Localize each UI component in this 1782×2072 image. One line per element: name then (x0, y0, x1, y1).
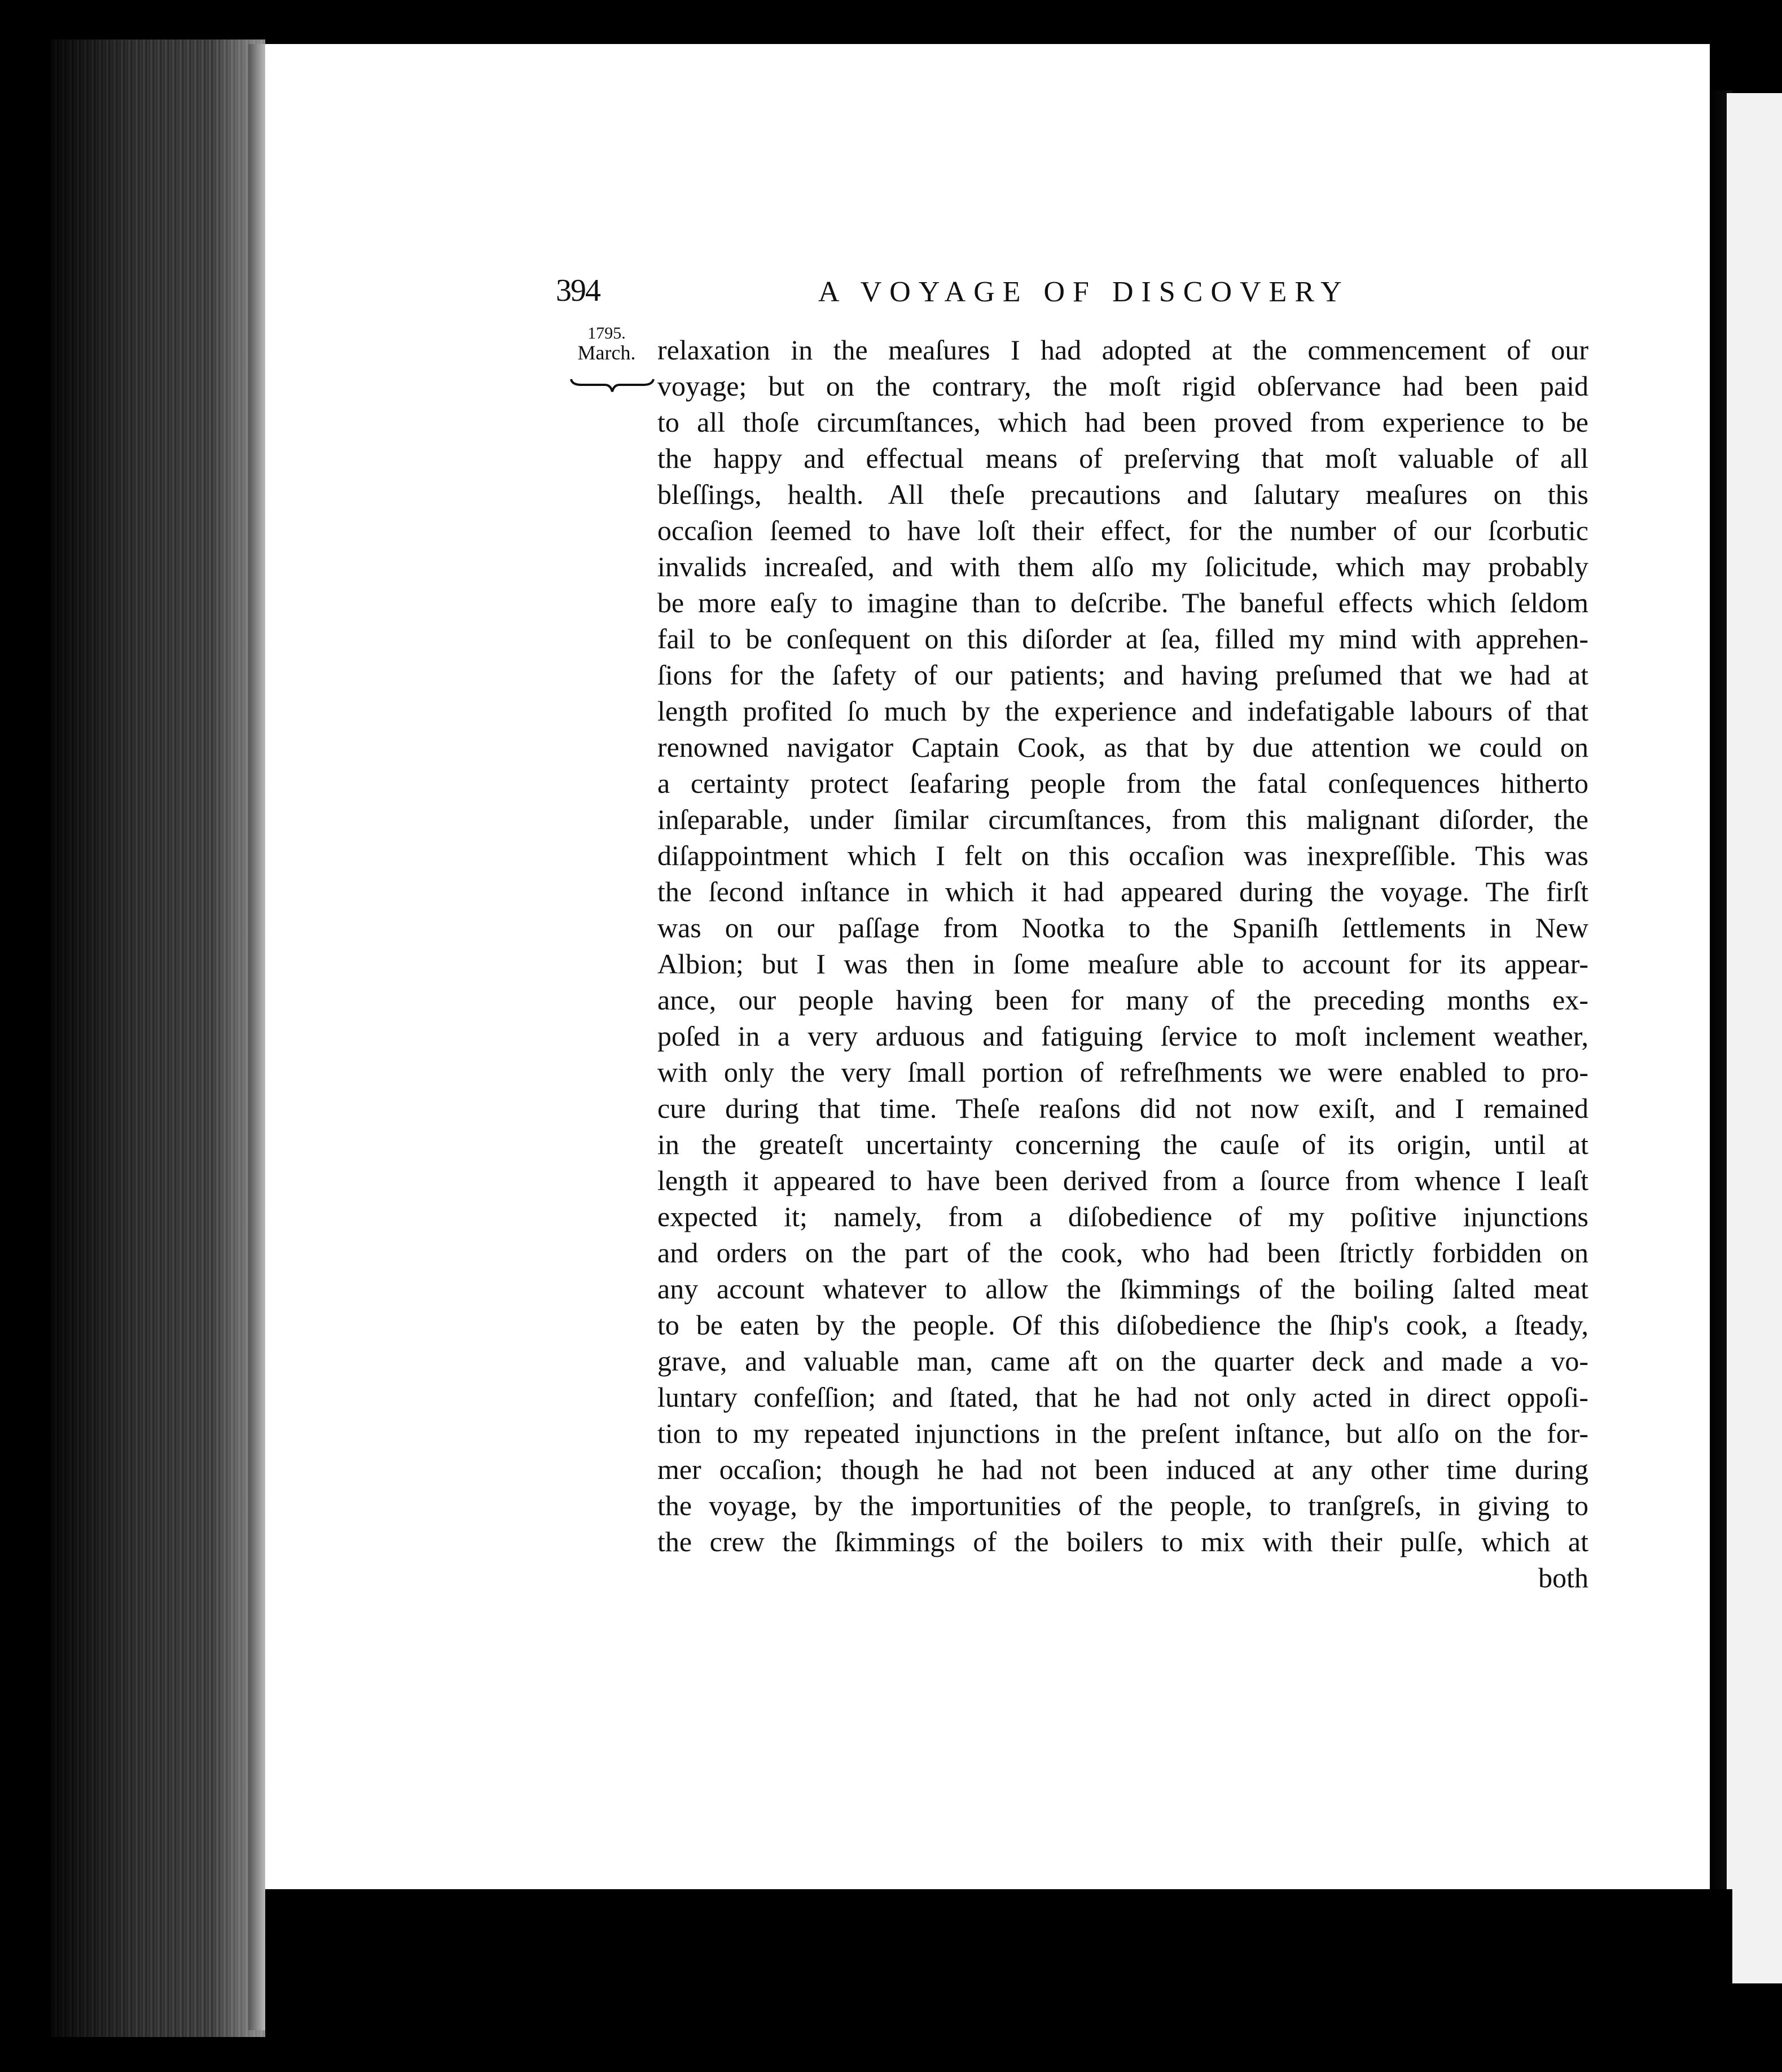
text-line: with only the very ſmall portion of refreſhments we were enabled to pro- (657, 1056, 1588, 1088)
running-head: A VOYAGE OF DISCOVERY (818, 276, 1350, 308)
text-line: ſions for the ſafety of our patients; and having preſumed that we had at (657, 659, 1588, 691)
text-line: occaſion ſeemed to have loſt their effect, for the number of our ſcorbutic (657, 515, 1588, 546)
page-number: 394 (556, 273, 600, 308)
facing-page-edge (1727, 93, 1782, 1983)
text-line: poſed in a very arduous and fatiguing ſervice to moſt inclement weather, (657, 1020, 1588, 1052)
text-line: luntary confeſſion; and ſtated, that he had not only acted in direct oppoſi- (657, 1381, 1588, 1413)
text-line: to be eaten by the people. Of this diſobedience the ſhip's cook, a ſteady, (657, 1309, 1588, 1341)
text-line: cure during that time. Theſe reaſons did not now exiſt, and I remained (657, 1092, 1588, 1124)
text-line: invalids increaſed, and with them alſo my ſolicitude, which may probably (657, 551, 1588, 582)
text-line: tion to my repeated injunctions in the preſent inſtance, but alſo on the for- (657, 1417, 1588, 1449)
margin-brace-icon (570, 377, 655, 394)
text-line: expected it; namely, from a diſobedience of my poſitive injunctions (657, 1201, 1588, 1232)
margin-year: 1795. (587, 324, 626, 343)
margin-month: March. (577, 341, 636, 364)
margin-date-note (556, 324, 657, 363)
text-line: diſappointment which I felt on this occaſion was inexpreſſible. This was (657, 840, 1588, 871)
text-line: ance, our people having been for many of the preceding months ex- (657, 984, 1588, 1016)
text-line: relaxation in the meaſures I had adopted at the commencement of our (657, 334, 1588, 366)
text-line: renowned navigator Captain Cook, as that by due attention we could on (657, 731, 1588, 763)
text-line: the ſecond inſtance in which it had appeared during the voyage. The firſt (657, 876, 1588, 907)
text-line: in the greateſt uncertainty concerning the cauſe of its origin, until at (657, 1129, 1588, 1160)
text-line: the crew the ſkimmings of the boilers to mix with their pulſe, which at (657, 1526, 1588, 1557)
text-line: the voyage, by the importunities of the people, to tranſgreſs, in giving to (657, 1490, 1588, 1521)
text-line: bleſſings, health. All theſe precautions and ſalutary meaſures on this (657, 479, 1588, 510)
text-line: a certainty protect ſeafaring people from the fatal conſequences hitherto (657, 767, 1588, 799)
catchword: both (1538, 1562, 1588, 1593)
text-line: Albion; but I was then in ſome meaſure able to account for its appear- (657, 948, 1588, 980)
text-line: voyage; but on the contrary, the moſt rigid obſervance had been paid (657, 370, 1588, 402)
text-line: mer occaſion; though he had not been induced at any other time during (657, 1454, 1588, 1485)
text-line: inſeparable, under ſimilar circumſtances, from this malignant diſorder, the (657, 804, 1588, 835)
text-line: be more eaſy to imagine than to deſcribe. The baneful effects which ſeldom (657, 587, 1588, 618)
text-line: to all thoſe circumſtances, which had been proved from experience to be (657, 406, 1588, 438)
book-page-edge (51, 39, 265, 2037)
text-line: fail to be conſequent on this diſorder at ſea, filled my mind with apprehen- (657, 623, 1588, 655)
text-line: any account whatever to allow the ſkimmings of the boiling ſalted meat (657, 1273, 1588, 1305)
text-line: was on our paſſage from Nootka to the Spaniſh ſettlements in New (657, 912, 1588, 943)
body-text (657, 332, 1588, 1596)
text-line: length profited ſo much by the experience and indefatigable labours of that (657, 695, 1588, 727)
text-line: the happy and effectual means of preſerving that moſt valuable of all (657, 442, 1588, 474)
text-line: and orders on the part of the cook, who had been ſtrictly forbidden on (657, 1237, 1588, 1268)
text-line: grave, and valuable man, came aft on the quarter deck and made a vo- (657, 1345, 1588, 1377)
text-line: length it appeared to have been derived from a ſource from whence I leaſt (657, 1165, 1588, 1196)
bottom-shadow (265, 1889, 1732, 2036)
